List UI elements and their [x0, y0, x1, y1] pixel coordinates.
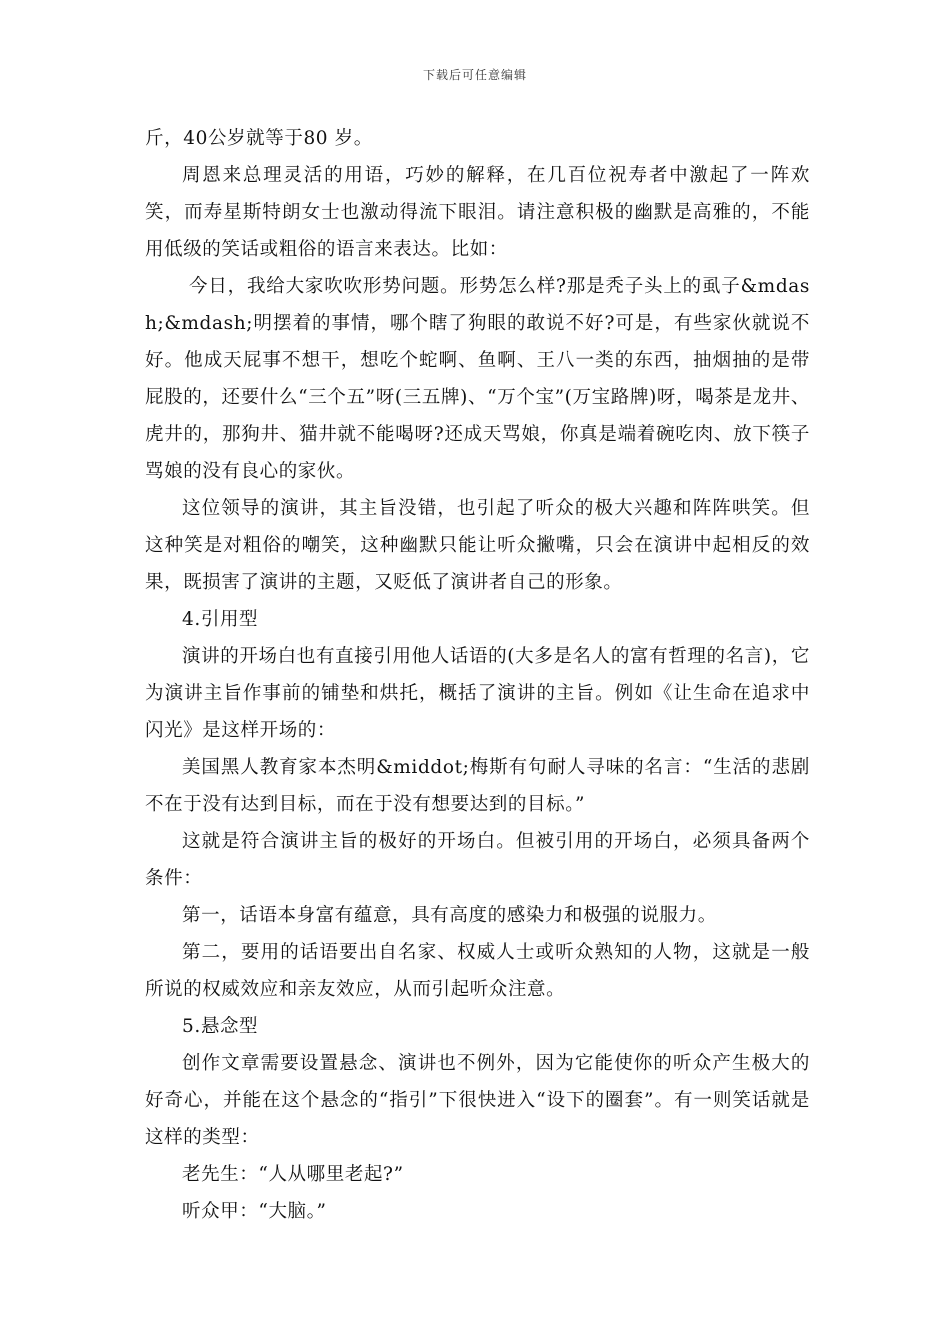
quote-paragraph: 今日，我给大家吹吹形势问题。形势怎么样?那是秃子头上的虱子&mdash;&mdash;明摆着的事情，哪个瞎了狗眼的敢说不好?可是，有些家伙就说不好。他成天屁事不想干，想吃个蛇啊、鱼啊、王八一类的东西，抽烟抽的是带屁股的，还要什么“三个五”呀(三五牌)、“万个宝”(万宝路牌)呀，喝茶是龙井、虎井的，那狗井、猫井就不能喝呀?还成天骂娘，你真是端着碗吃肉、放下筷子骂娘的没有良心的家伙。 [145, 276, 810, 482]
page-header: 下载后可任意编辑 [422, 68, 527, 82]
paragraph: 这就是符合演讲主旨的极好的开场白。但被引用的开场白，必须具备两个条件： [145, 831, 810, 889]
paragraph: 听众甲：“大脑。” [182, 1201, 327, 1222]
paragraph: 斤，40公岁就等于80 岁。 [145, 128, 373, 149]
paragraph: 周恩来总理灵活的用语，巧妙的解释，在几百位祝寿者中激起了一阵欢笑，而寿星斯特朗女士也激动得流下眼泪。请注意积极的幽默是高雅的，不能用低级的笑话或粗俗的语言来表达。比如： [145, 165, 810, 260]
paragraph: 这位领导的演讲，其主旨没错，也引起了听众的极大兴趣和阵阵哄笑。但这种笑是对粗俗的嘲笑，这种幽默只能让听众撇嘴，只会在演讲中起相反的效果，既损害了演讲的主题，又贬低了演讲者自己的形象。 [145, 498, 810, 593]
document-body [145, 120, 810, 1230]
paragraph: 创作文章需要设置悬念、演讲也不例外，因为它能使你的听众产生极大的好奇心，并能在这个悬念的“指引”下很快进入“设下的圈套”。有一则笑话就是这样的类型： [145, 1053, 810, 1148]
paragraph: 第二，要用的话语要出自名家、权威人士或听众熟知的人物，这就是一般所说的权威效应和亲友效应，从而引起听众注意。 [145, 942, 810, 1000]
paragraph: 第一，话语本身富有蕴意，具有高度的感染力和极强的说服力。 [182, 905, 717, 926]
section-heading: 5.悬念型 [182, 1016, 259, 1037]
paragraph: 老先生：“人从哪里老起?” [182, 1164, 404, 1185]
paragraph: 美国黑人教育家本杰明&middot;梅斯有句耐人寻味的名言：“生活的悲剧不在于没有达到目标，而在于没有想要达到的目标。” [145, 757, 810, 815]
paragraph: 演讲的开场白也有直接引用他人话语的(大多是名人的富有哲理的名言)，它为演讲主旨作事前的铺垫和烘托，概括了演讲的主旨。例如《让生命在追求中闪光》是这样开场的： [145, 646, 810, 741]
section-heading: 4.引用型 [182, 609, 259, 630]
